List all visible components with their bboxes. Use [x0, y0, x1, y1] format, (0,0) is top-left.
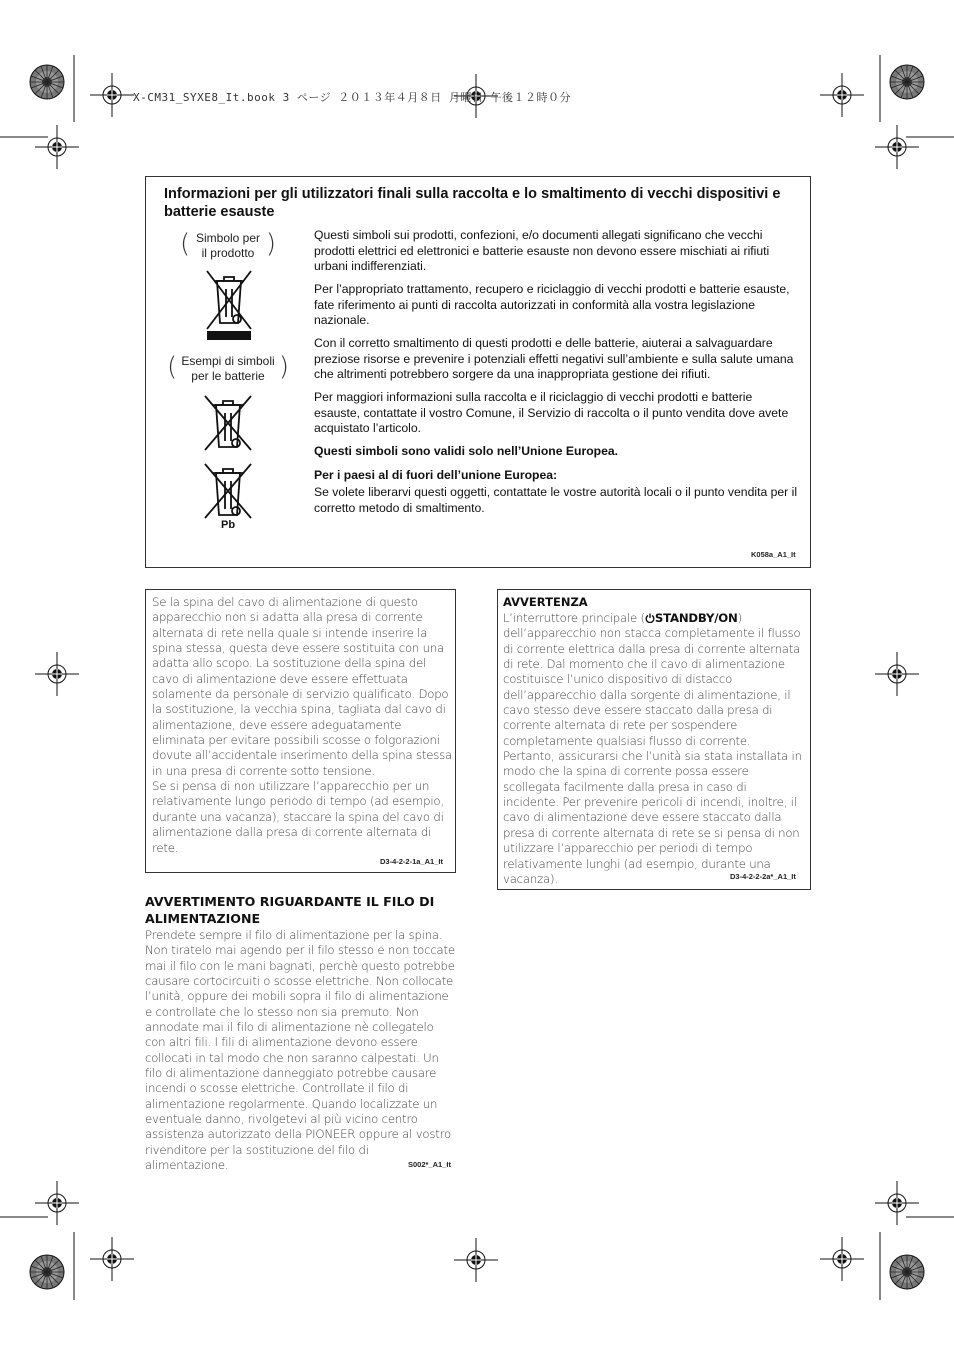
- plug-notice-text: [152, 595, 452, 856]
- power-cord-body: Prendete sempre il filo di alimentazione per la spina. Non tiratelo mai agendo per il filo stesso e non toccate mai il filo con le mani bagnati, perchè questo potrebbe causare cortocircuiti o scosse elettriche. Non collocate l’unità, oppure dei mobili sopra il filo di alimentazione e controllate che lo stesso non sia premuto. Non annodate mai il filo di alimentazione nè collegatelo con altri fili. I fili di alimentazione devono essere collocati in tal modo che non saranno calpestati. Un filo di alimentazione danneggiato potrebbe causare incendi o scosse elettriche. Controllate il filo di alimentazione regolarmente. Quando localizzate un eventuale danno, rivolgetevi al più vicino centro assistenza autorizzato della PIONEER oppure al vostro rivenditore per la sostituzione del filo di alimentazione.: [145, 928, 455, 1173]
- eu-paragraph: Con il corretto smaltimento di questi prodotti e delle batterie, aiuterai a salvaguardare preziose risorse e prevenire i potenziali effetti negativi sull’ambiente e sulla salute umana che altrimenti potrebbero sorgere da una inappropriata gestione dei rifiuti.: [314, 336, 794, 381]
- power-standby-icon: [645, 613, 655, 623]
- warning-text: [503, 611, 805, 887]
- plug-notice-paragraph: Se la spina del cavo di alimentazione di questo apparecchio non si adatta alla presa di corrente alternata di rete nella quale si intende inserire la spina stessa, questa deve essere sostituita con una adatta allo scopo. La sostituzione della spina del cavo di alimentazione deve essere effettuata solamente da personale di servizio qualificato. Dopo la sostituzione, la vecchia spina, tagliata dal cavo di alimentazione, deve essere adeguatamente eliminata per evitare possibili scosse o folgorazioni dovute all’accidentale inserimento della spina stessa in una presa di corrente sotto tensione.: [152, 595, 452, 778]
- paren-right: ): [265, 229, 276, 259]
- running-header: X-CM31_SYXE8_It.book 3 ページ ２０１３年４月８日 月曜日 午後１２時０分: [133, 91, 571, 104]
- warning-body: dell’apparecchio non stacca completamente il flusso di corrente elettrica dalla presa di corrente alternata di rete. Dal momento che il cavo di alimentazione costituisce l’unico dispositivo di distacco dell’apparecchio dalla sorgente di alimentazione, il cavo stesso deve essere staccato dalla presa di corrente alternata di rete per sospendere completamente qualsiasi flusso di corrente. Pertanto, assicurarsi che l’unità sia stata installata in modo che la spina di corrente possa essere scollegata facilmente dalla presa in caso di incidente. Per prevenire pericoli di incendi, inoltre, il cavo di alimentazione deve essere staccato dalla presa di corrente alternata di rete se si pensa di non utilizzare l’apparecchio per periodi di tempo relativamente lunghi (ad esempio, durante una vacanza).: [503, 626, 802, 886]
- power-cord-doc-code: S002*_A1_It: [408, 1160, 451, 1169]
- battery-symbol-caption: [167, 352, 289, 386]
- crossed-bin-icon: [202, 393, 254, 453]
- power-cord-title: AVVERTIMENTO RIGUARDANTE IL FILO DI ALIMENTAZIONE: [145, 894, 435, 926]
- eu-disposal-title: Informazioni per gli utilizzatori finali sulla raccolta e lo smaltimento di vecchi dispositivi e batterie esauste: [164, 186, 781, 220]
- eu-disposal-text: [314, 228, 800, 524]
- battery-caption-text: Esempi di simboli per le batterie: [181, 354, 275, 383]
- standby-label: STANDBY/ON: [654, 611, 738, 625]
- eu-paragraph: Questi simboli sui prodotti, confezioni, e/o documenti allegati significano che vecchi prodotti elettrici ed elettronici e batterie esauste non devono essere mischiati ai rifiuti urbani indifferenziati.: [314, 228, 770, 273]
- paren-left: (: [167, 352, 178, 382]
- warning-title: AVVERTENZA: [503, 595, 588, 609]
- warning-doc-code: D3-4-2-2-2a*_A1_It: [730, 872, 796, 881]
- plug-doc-code: D3-4-2-2-1a_A1_It: [380, 857, 443, 866]
- product-symbol-caption: [180, 229, 276, 263]
- outside-eu-heading: Per i paesi al di fuori dell’unione Europea:: [314, 467, 558, 482]
- crossed-bin-icon: [203, 267, 255, 341]
- warning-prefix: L’interruttore principale (: [503, 611, 645, 625]
- crossed-bin-icon: [202, 461, 254, 521]
- power-cord-text: [145, 928, 455, 1174]
- warning-suffix: ): [737, 611, 742, 625]
- outside-eu-text: Se volete liberarvi questi oggetti, contattate le vostre autorità locali o il punto vendita per il corretto metodo di smaltimento.: [314, 485, 798, 515]
- eu-paragraph: Per maggiori informazioni sulla raccolta e il riciclaggio di vecchi prodotti e batterie esauste, contattate il vostro Comune, il Servizio di raccolta o il punto vendita dove avete acquistato l’articolo.: [314, 390, 789, 435]
- product-caption-text: Simbolo per il prodotto: [195, 231, 261, 260]
- eu-doc-code: K058a_A1_It: [751, 550, 796, 559]
- plug-notice-paragraph: Se si pensa di non utilizzare l’apparecchio per un relativamente lungo periodo di tempo (ad esempio, durante una vacanza), staccare la spina del cavo di alimentazione dalla presa di corrente alternata di rete.: [152, 779, 444, 855]
- paren-right: ): [278, 352, 289, 382]
- pb-label: Pb: [221, 519, 236, 531]
- warning-intro: [503, 611, 805, 626]
- paren-left: (: [180, 229, 191, 259]
- eu-paragraph: Per l’appropriato trattamento, recupero e riciclaggio di vecchi prodotti e batterie esauste, fate riferimento ai punti di raccolta autorizzati in conformità alla vostra legislazione nazionale.: [314, 282, 790, 327]
- eu-only-note: Questi simboli sono validi solo nell’Unione Europea.: [314, 444, 619, 458]
